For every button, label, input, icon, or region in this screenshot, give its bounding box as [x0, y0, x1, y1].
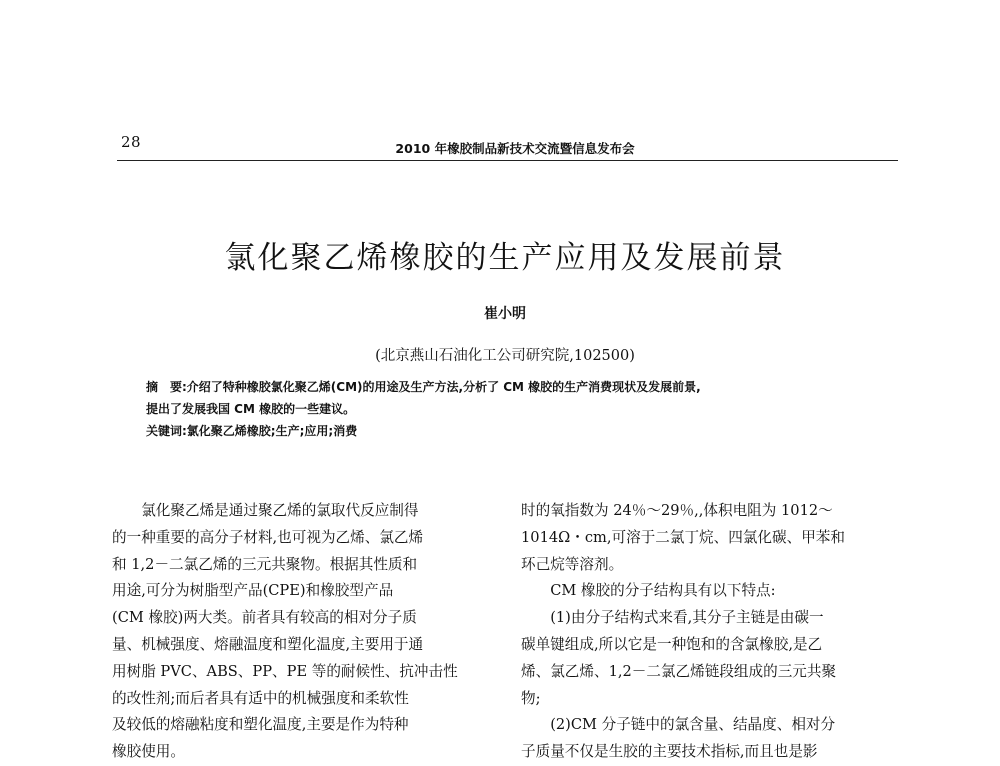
body-line: (1)由分子结构式来看,其分子主链是由碳一	[550, 609, 824, 627]
running-header: 2010 年橡胶制品新技术交流暨信息发布会	[395, 141, 635, 156]
body-line: 用树脂 PVC、ABS、PP、PE 等的耐候性、抗冲击性	[112, 662, 458, 680]
body-line: 时的氧指数为 24％～29％,,体积电阻为 1012～	[521, 502, 833, 519]
abstract-line: 提出了发展我国 CM 橡胶的一些建议。	[146, 402, 356, 416]
author-name: 崔小明	[484, 306, 526, 322]
body-line: 的一种重要的高分子材料,也可视为乙烯、氯乙烯	[112, 528, 424, 546]
body-line: (2)CM 分子链中的氯含量、结晶度、相对分	[550, 716, 836, 734]
body-line: 物;	[521, 689, 541, 707]
body-line: 橡胶使用。	[112, 743, 185, 761]
body-line: CM 橡胶的分子结构具有以下特点:	[550, 582, 776, 600]
author-affiliation: (北京燕山石油化工公司研究院,102500)	[375, 348, 635, 364]
abstract-line: 摘 要:介绍了特种橡胶氯化聚乙烯(CM)的用途及生产方法,分析了 CM 橡胶的生产消费现状及发展前景,	[146, 380, 701, 394]
body-line: 氯化聚乙烯是通过聚乙烯的氯取代反应制得	[141, 502, 419, 519]
article-title: 氯化聚乙烯橡胶的生产应用及发展前景	[224, 240, 786, 276]
body-line: 的改性剂;而后者具有适中的机械强度和柔软性	[112, 689, 409, 707]
body-line: (CM 橡胶)两大类。前者具有较高的相对分子质	[112, 609, 417, 627]
page-number: 28	[121, 133, 142, 151]
body-line: 量、机械强度、熔融温度和塑化温度,主要用于通	[112, 635, 424, 653]
body-line: 碳单键组成,所以它是一种饱和的含氯橡胶,是乙	[521, 635, 823, 653]
body-line: 环己烷等溶剂。	[521, 555, 624, 573]
body-line: 用途,可分为树脂型产品(CPE)和橡胶型产品	[112, 582, 394, 600]
body-line: 1014Ω・cm,可溶于二氯丁烷、四氯化碳、甲苯和	[521, 528, 845, 546]
abstract-block	[146, 376, 886, 442]
body-line: 烯、氯乙烯、1,2－二氯乙烯链段组成的三元共聚	[521, 662, 837, 680]
header-rule	[117, 160, 898, 161]
body-line: 及较低的熔融粘度和塑化温度,主要是作为特种	[112, 716, 409, 734]
body-line: 子质量不仅是生胶的主要技术指标,而且也是影	[521, 743, 818, 761]
body-right-column	[521, 498, 899, 766]
body-left-column	[112, 498, 490, 766]
body-line: 和 1,2－二氯乙烯的三元共聚物。根据其性质和	[112, 555, 418, 573]
keywords-line: 关键词:氯化聚乙烯橡胶;生产;应用;消费	[146, 424, 358, 438]
